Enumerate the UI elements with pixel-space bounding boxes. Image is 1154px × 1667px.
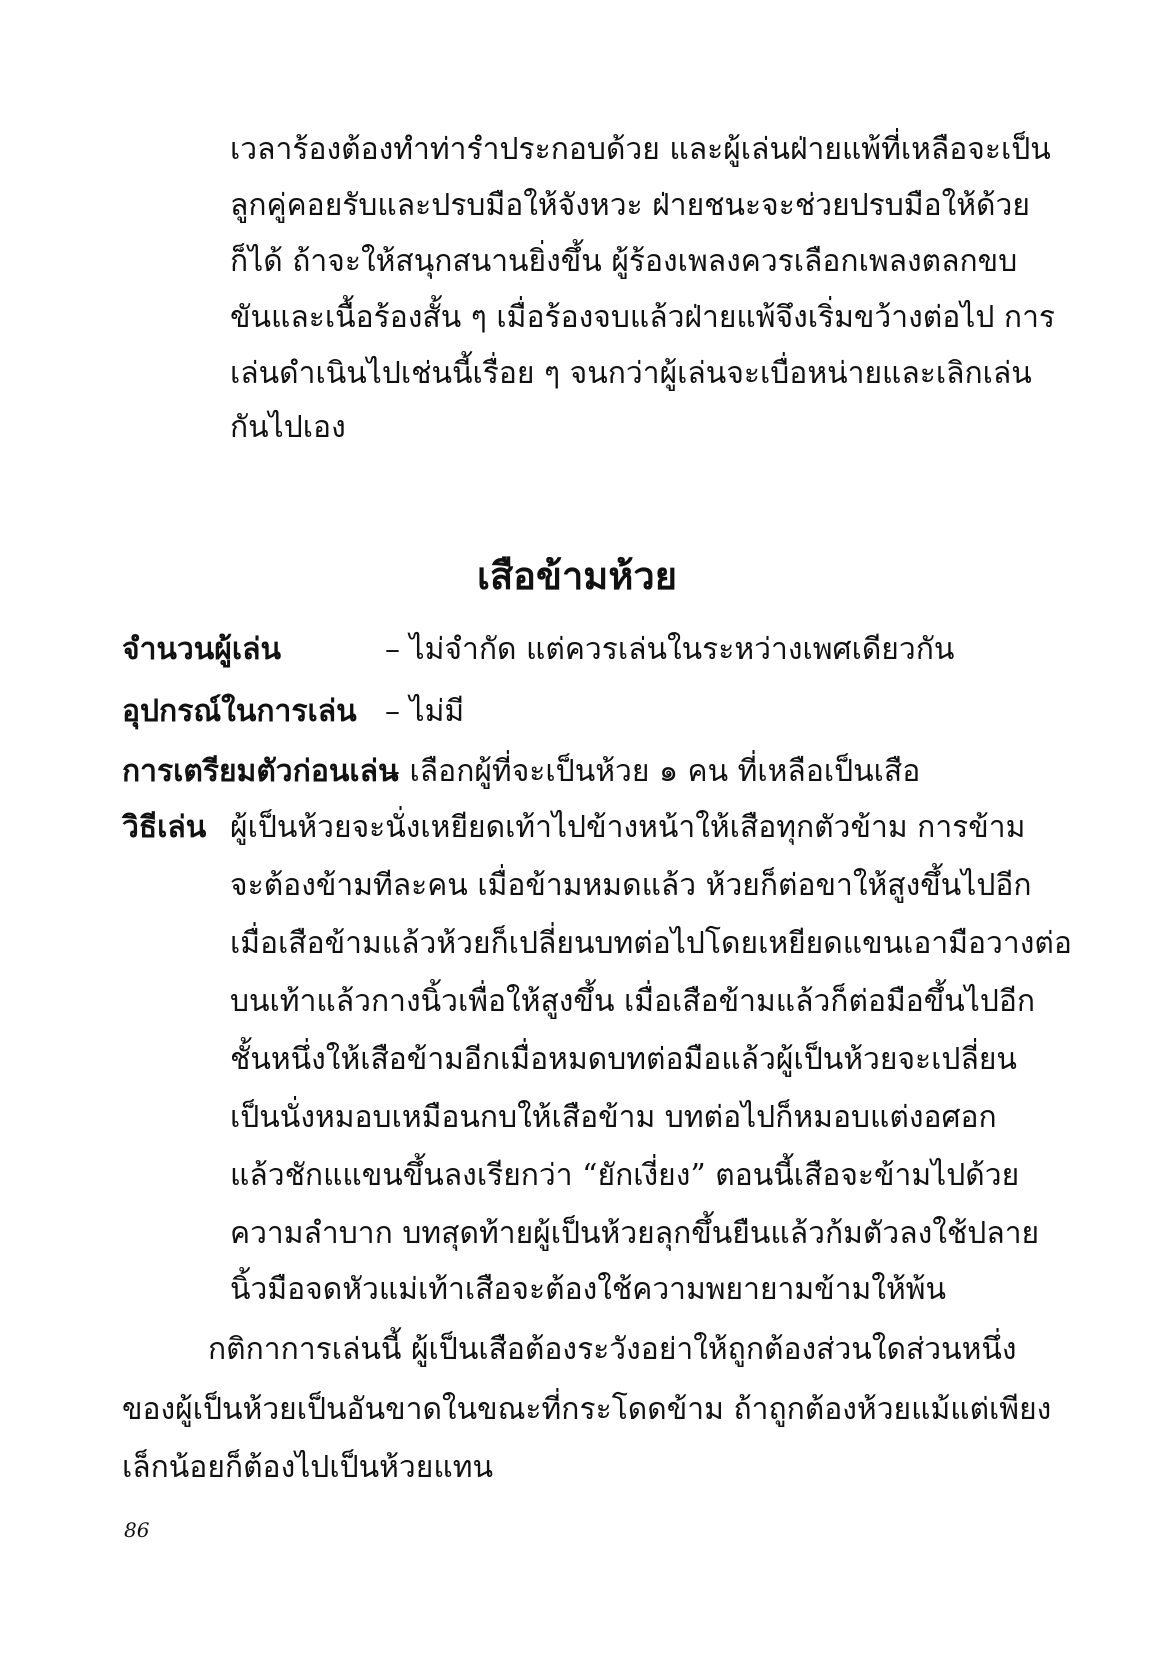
page-number: 86 bbox=[124, 1518, 150, 1542]
players-value: – ไม่จำกัด แต่ควรเล่นในระหว่างเพศเดียวกัน bbox=[385, 632, 955, 667]
equipment-value: – ไม่มี bbox=[385, 694, 465, 729]
equipment-label: อุปกรณ์ในการเล่น bbox=[122, 694, 357, 729]
intro-line-3: ก็ได้ ถ้าจะให้สนุกสนานยิ่งขึ้น ผู้ร้องเพลงควรเลือกเพลงตลกขบ bbox=[230, 244, 1018, 279]
intro-line-2: ลูกคู่คอยรับและปรบมือให้จังหวะ ฝ่ายชนะจะช่วยปรบมือให้ด้วย bbox=[230, 188, 1030, 223]
intro-line-1: เวลาร้องต้องทำท่ารำประกอบด้วย และผู้เล่นฝ่ายแพ้ที่เหลือจะเป็น bbox=[230, 132, 1051, 167]
intro-line-4: ขันและเนื้อร้องสั้น ๆ เมื่อร้องจบแล้วฝ่ายแพ้จึงเริ่มขว้างต่อไป การ bbox=[230, 300, 1056, 335]
intro-line-5: เล่นดำเนินไปเช่นนี้เรื่อย ๆ จนกว่าผู้เล่นจะเบื่อหน่ายและเลิกเล่น bbox=[230, 356, 1032, 391]
method-line-2: จะต้องข้ามทีละคน เมื่อข้ามหมดแล้ว ห้วยก็ต่อขาให้สูงขึ้นไปอีก bbox=[230, 868, 1032, 903]
preparation-value: – เลือกผู้ที่จะเป็นห้วย ๑ คน ที่เหลือเป็นเสือ bbox=[385, 754, 921, 789]
players-label: จำนวนผู้เล่น bbox=[122, 632, 282, 667]
method-line-9: นิ้วมือจดหัวแม่เท้าเสือจะต้องใช้ความพยายามข้ามให้พ้น bbox=[230, 1272, 947, 1307]
method-line-3: เมื่อเสือข้ามแล้วห้วยก็เปลี่ยนบทต่อไปโดยเหยียดแขนเอามือวางต่อ bbox=[230, 926, 1072, 961]
method-line-1: ผู้เป็นห้วยจะนั่งเหยียดเท้าไปข้างหน้าให้เสือทุกตัวข้าม การข้าม bbox=[230, 810, 1026, 845]
section-title: เสือข้ามห้วย bbox=[476, 553, 678, 598]
method-line-7: แล้วชักแแขนขึ้นลงเรียกว่า “ยักเงี่ยง” ตอนนี้เสือจะข้ามไปด้วย bbox=[230, 1158, 1020, 1193]
rules-line-3: เล็กน้อยก็ต้องไปเป็นห้วยแทน bbox=[122, 1450, 493, 1485]
preparation-label: การเตรียมตัวก่อนเล่น bbox=[122, 754, 399, 789]
intro-line-6: กันไปเอง bbox=[230, 410, 346, 445]
method-line-4: บนเท้าแล้วกางนิ้วเพื่อให้สูงขึ้น เมื่อเสือข้ามแล้วก็ต่อมือขึ้นไปอีก bbox=[230, 984, 1036, 1019]
rules-line-1: กติกาการเล่นนี้ ผู้เป็นเสือต้องระวังอย่าให้ถูกต้องส่วนใดส่วนหนึ่ง bbox=[208, 1332, 1017, 1367]
method-line-5: ชั้นหนึ่งให้เสือข้ามอีกเมื่อหมดบทต่อมือแล้วผู้เป็นห้วยจะเปลี่ยน bbox=[230, 1042, 1017, 1077]
method-label: วิธีเล่น bbox=[122, 810, 207, 845]
rules-line-2: ของผู้เป็นห้วยเป็นอันขาดในขณะที่กระโดดข้าม ถ้าถูกต้องห้วยแม้แต่เพียง bbox=[122, 1392, 1052, 1427]
method-line-8: ความลำบาก บทสุดท้ายผู้เป็นห้วยลุกขึ้นยืนแล้วก้มตัวลงใช้ปลาย bbox=[230, 1216, 1040, 1251]
method-line-6: เป็นนั่งหมอบเหมือนกบให้เสือข้าม บทต่อไปก็หมอบแต่งอศอก bbox=[230, 1100, 997, 1135]
